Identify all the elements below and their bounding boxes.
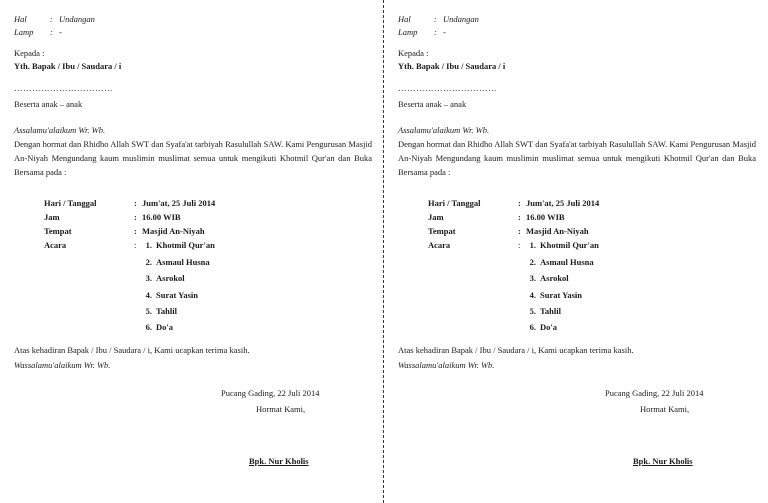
dotted-line: …………………………… [398, 83, 497, 93]
detail-value: 16.00 WIB [142, 212, 181, 222]
detail-colon: : [518, 212, 521, 222]
lamp-colon: : [434, 27, 437, 37]
detail-colon: : [134, 226, 137, 236]
invitation-letter-right [398, 0, 768, 503]
acara-item-number: 3. [529, 273, 536, 283]
acara-item-number: 1. [145, 240, 152, 250]
detail-label: Hari / Tanggal [44, 198, 97, 208]
hal-colon: : [434, 14, 437, 24]
signatory-name: Bpk. Nur Kholis [633, 456, 693, 466]
detail-colon: : [134, 198, 137, 208]
acara-item-text: Asmaul Husna [540, 257, 594, 267]
acara-label: Acara [44, 240, 67, 250]
wassalam: Wassalamu'alaikum Wr. Wb. [398, 360, 495, 370]
beserta-text: Beserta anak – anak [14, 99, 83, 109]
detail-label: Tempat [44, 226, 72, 236]
lamp-label: Lamp [14, 27, 34, 37]
lamp-value: - [443, 27, 446, 37]
body-paragraph: Dengan hormat dan Rhidho Allah SWT dan Syafa'at tarbiyah Rasulullah SAW. Kami Pengurusan Masjid An-Niyah Mengundang kaum muslimin muslimat semua untuk mengikuti Khotmil Qur'an dan Buka Bersama pada : [398, 139, 756, 177]
wassalam: Wassalamu'alaikum Wr. Wb. [14, 360, 111, 370]
acara-item-text: Khotmil Qur'an [156, 240, 215, 250]
acara-item-text: Tahlil [540, 306, 561, 316]
detail-value: Jum'at, 25 Juli 2014 [142, 198, 216, 208]
acara-item-text: Asmaul Husna [156, 257, 210, 267]
recipient: Yth. Bapak / Ibu / Saudara / i [14, 61, 122, 71]
acara-item-number: 3. [145, 273, 152, 283]
acara-item-text: Surat Yasin [156, 290, 198, 300]
acara-item-number: 5. [145, 306, 152, 316]
kepada-label: Kepada : [14, 48, 45, 58]
dotted-line: …………………………… [14, 83, 113, 93]
hal-label: Hal [398, 14, 411, 24]
detail-colon: : [134, 240, 137, 250]
acara-item-text: Asrokol [540, 273, 569, 283]
detail-colon: : [518, 198, 521, 208]
acara-label: Acara [428, 240, 451, 250]
detail-value: Jum'at, 25 Juli 2014 [526, 198, 600, 208]
detail-colon: : [518, 226, 521, 236]
detail-label: Tempat [428, 226, 456, 236]
detail-colon: : [134, 212, 137, 222]
acara-item-number: 6. [145, 322, 152, 332]
recipient: Yth. Bapak / Ibu / Saudara / i [398, 61, 506, 71]
place-date: Pucang Gading, 22 Juli 2014 [605, 388, 704, 398]
detail-label: Jam [44, 212, 60, 222]
acara-item-number: 5. [529, 306, 536, 316]
acara-item-number: 6. [529, 322, 536, 332]
detail-value: Masjid An-Niyah [142, 226, 205, 236]
acara-item-text: Tahlil [156, 306, 177, 316]
acara-item-text: Khotmil Qur'an [540, 240, 599, 250]
acara-item-number: 2. [529, 257, 536, 267]
hal-value: Undangan [59, 14, 95, 24]
closing-text: Atas kehadiran Bapak / Ibu / Saudara / i, Kami ucapkan terima kasih. [14, 345, 250, 355]
lamp-label: Lamp [398, 27, 418, 37]
lamp-value: - [59, 27, 62, 37]
kepada-label: Kepada : [398, 48, 429, 58]
salam: Assalamu'alaikum Wr. Wb. [14, 125, 106, 135]
cut-line-divider [383, 0, 384, 503]
hal-colon: : [50, 14, 53, 24]
invitation-letter-left [14, 0, 384, 503]
closing-text: Atas kehadiran Bapak / Ibu / Saudara / i, Kami ucapkan terima kasih. [398, 345, 634, 355]
acara-item-text: Surat Yasin [540, 290, 582, 300]
acara-item-number: 2. [145, 257, 152, 267]
body-paragraph: Dengan hormat dan Rhidho Allah SWT dan Syafa'at tarbiyah Rasulullah SAW. Kami Pengurusan Masjid An-Niyah Mengundang kaum muslimin muslimat semua untuk mengikuti Khotmil Qur'an dan Buka Bersama pada : [14, 139, 372, 177]
acara-item-text: Do'a [540, 322, 557, 332]
salam: Assalamu'alaikum Wr. Wb. [398, 125, 490, 135]
detail-label: Hari / Tanggal [428, 198, 481, 208]
acara-item-text: Do'a [156, 322, 173, 332]
acara-item-number: 4. [145, 290, 152, 300]
detail-value: Masjid An-Niyah [526, 226, 589, 236]
hal-label: Hal [14, 14, 27, 24]
detail-label: Jam [428, 212, 444, 222]
hormat-kami: Hormat Kami, [256, 404, 306, 414]
detail-colon: : [518, 240, 521, 250]
lamp-colon: : [50, 27, 53, 37]
hormat-kami: Hormat Kami, [640, 404, 690, 414]
acara-item-number: 4. [529, 290, 536, 300]
acara-item-number: 1. [529, 240, 536, 250]
place-date: Pucang Gading, 22 Juli 2014 [221, 388, 320, 398]
hal-value: Undangan [443, 14, 479, 24]
detail-value: 16.00 WIB [526, 212, 565, 222]
beserta-text: Beserta anak – anak [398, 99, 467, 109]
signatory-name: Bpk. Nur Kholis [249, 456, 309, 466]
acara-item-text: Asrokol [156, 273, 185, 283]
